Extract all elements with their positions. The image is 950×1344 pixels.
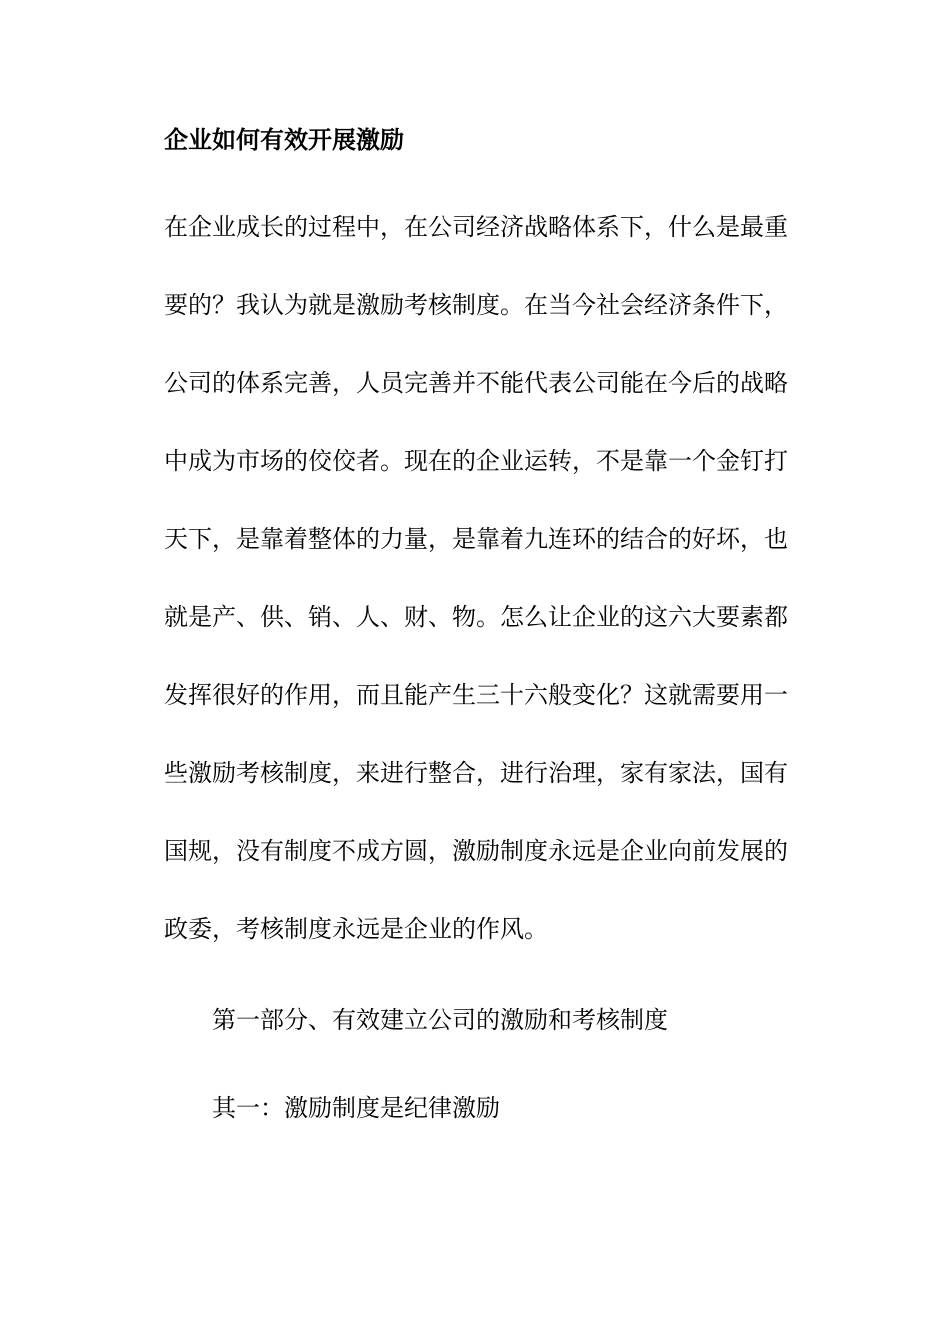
paragraph-line: 发挥很好的作用，而且能产生三十六般变化？这就需要用一: [164, 681, 788, 709]
paragraph-line: 政委，考核制度永远是企业的作风。: [164, 915, 548, 943]
paragraph-line: 在企业成长的过程中，在公司经济战略体系下，什么是最重: [164, 213, 788, 241]
paragraph-line: 就是产、供、销、人、财、物。怎么让企业的这六大要素都: [164, 603, 788, 631]
paragraph-line: 公司的体系完善，人员完善并不能代表公司能在今后的战略: [164, 369, 788, 397]
section-heading: 第一部分、有效建立公司的激励和考核制度: [212, 1006, 668, 1034]
paragraph-line: 天下，是靠着整体的力量，是靠着九连环的结合的好坏，也: [164, 525, 788, 553]
paragraph-line: 要的？我认为就是激励考核制度。在当今社会经济条件下，: [164, 291, 788, 319]
paragraph-line: 国规，没有制度不成方圆，激励制度永远是企业向前发展的: [164, 837, 788, 865]
subsection-heading: 其一：激励制度是纪律激励: [212, 1094, 500, 1122]
document-title: 企业如何有效开展激励: [164, 125, 404, 154]
paragraph-line: 些激励考核制度，来进行整合，进行治理，家有家法，国有: [164, 759, 788, 787]
paragraph-line: 中成为市场的佼佼者。现在的企业运转，不是靠一个金钉打: [164, 447, 788, 475]
